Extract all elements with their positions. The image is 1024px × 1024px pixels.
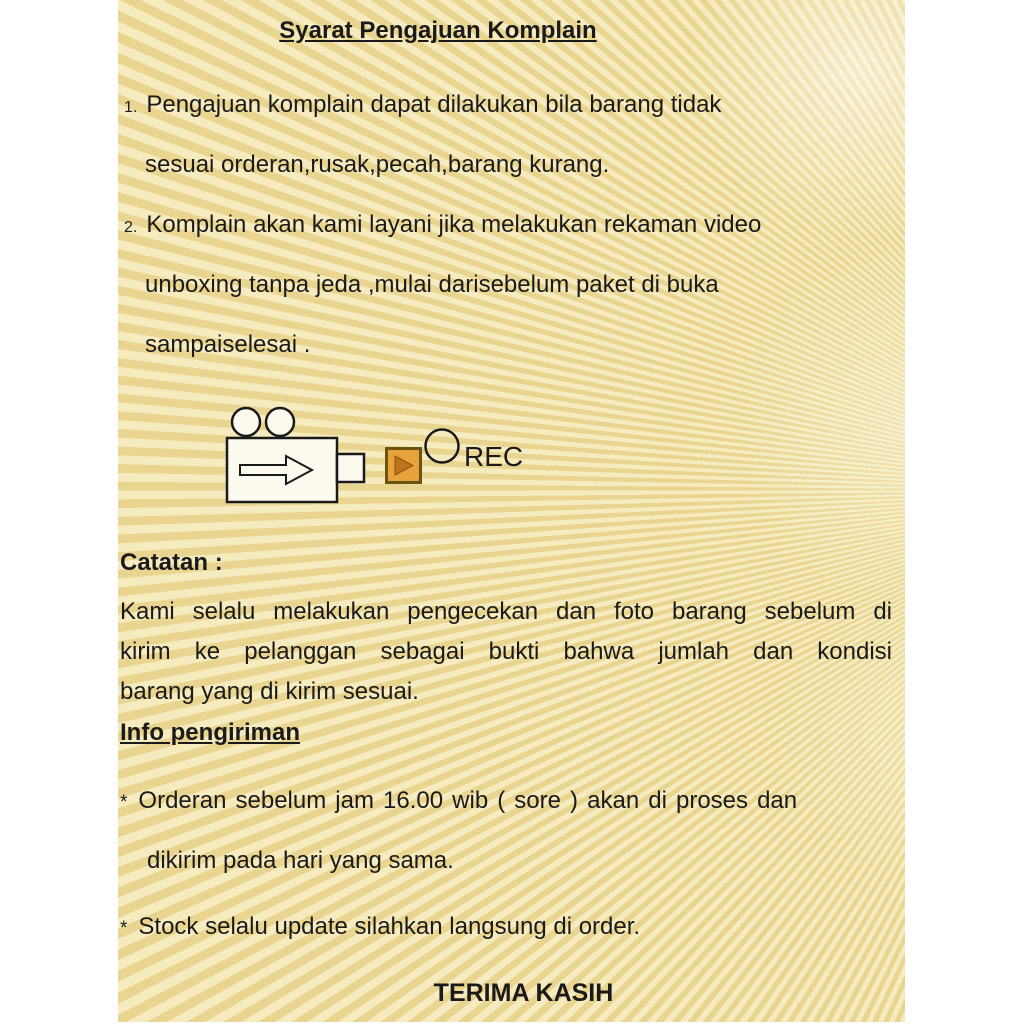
complaint-item-2-line-1 (124, 208, 761, 245)
asterisk-bullet: * (120, 918, 128, 939)
right-white-margin (905, 0, 1024, 1024)
notes-line: Kami selalu melakukan pengecekan dan foto barang sebelum di (120, 598, 892, 625)
item-number: 2. (124, 219, 138, 236)
item-number: 1. (124, 99, 138, 116)
play-button-icon (385, 447, 422, 484)
rec-label: REC (464, 441, 524, 472)
striped-background (118, 0, 905, 1022)
complaint-item-1-line-1 (124, 88, 721, 125)
page-title: Syarat Pengajuan Komplain (279, 17, 597, 44)
shipping-item-2 (120, 910, 640, 946)
complaint-item-1-line-2: sesuai orderan,rusak,pecah,barang kurang. (145, 151, 610, 178)
shipping-heading: Info pengiriman (120, 719, 300, 746)
shipping-item-1-line-1 (120, 784, 797, 820)
record-circle-icon (423, 427, 461, 465)
asterisk-bullet: * (120, 792, 128, 813)
notes-line: kirim ke pelanggan sebagai bukti bahwa jumlah dan kondisi (120, 638, 892, 665)
shipping-text: Orderan sebelum jam 16.00 wib ( sore ) akan di proses dan (138, 787, 798, 814)
item-text: Pengajuan komplain dapat dilakukan bila barang tidak (146, 91, 722, 118)
notes-line: barang yang di kirim sesuai. (120, 678, 419, 705)
notes-paragraph (120, 592, 892, 712)
complaint-item-2-line-3: sampaiselesai . (145, 331, 311, 358)
shipping-text: Stock selalu update silahkan langsung di order. (138, 913, 641, 940)
notes-heading: Catatan : (120, 549, 223, 576)
video-camera-icon (224, 404, 374, 516)
item-text: Komplain akan kami layani jika melakukan rekaman video (146, 211, 762, 238)
left-white-margin (0, 0, 118, 1024)
shipping-item-1-line-2: dikirim pada hari yang sama. (147, 847, 454, 874)
complaint-item-2-line-2: unboxing tanpa jeda ,mulai darisebelum paket di buka (145, 271, 719, 298)
footer-thanks: TERIMA KASIH (433, 979, 614, 1007)
